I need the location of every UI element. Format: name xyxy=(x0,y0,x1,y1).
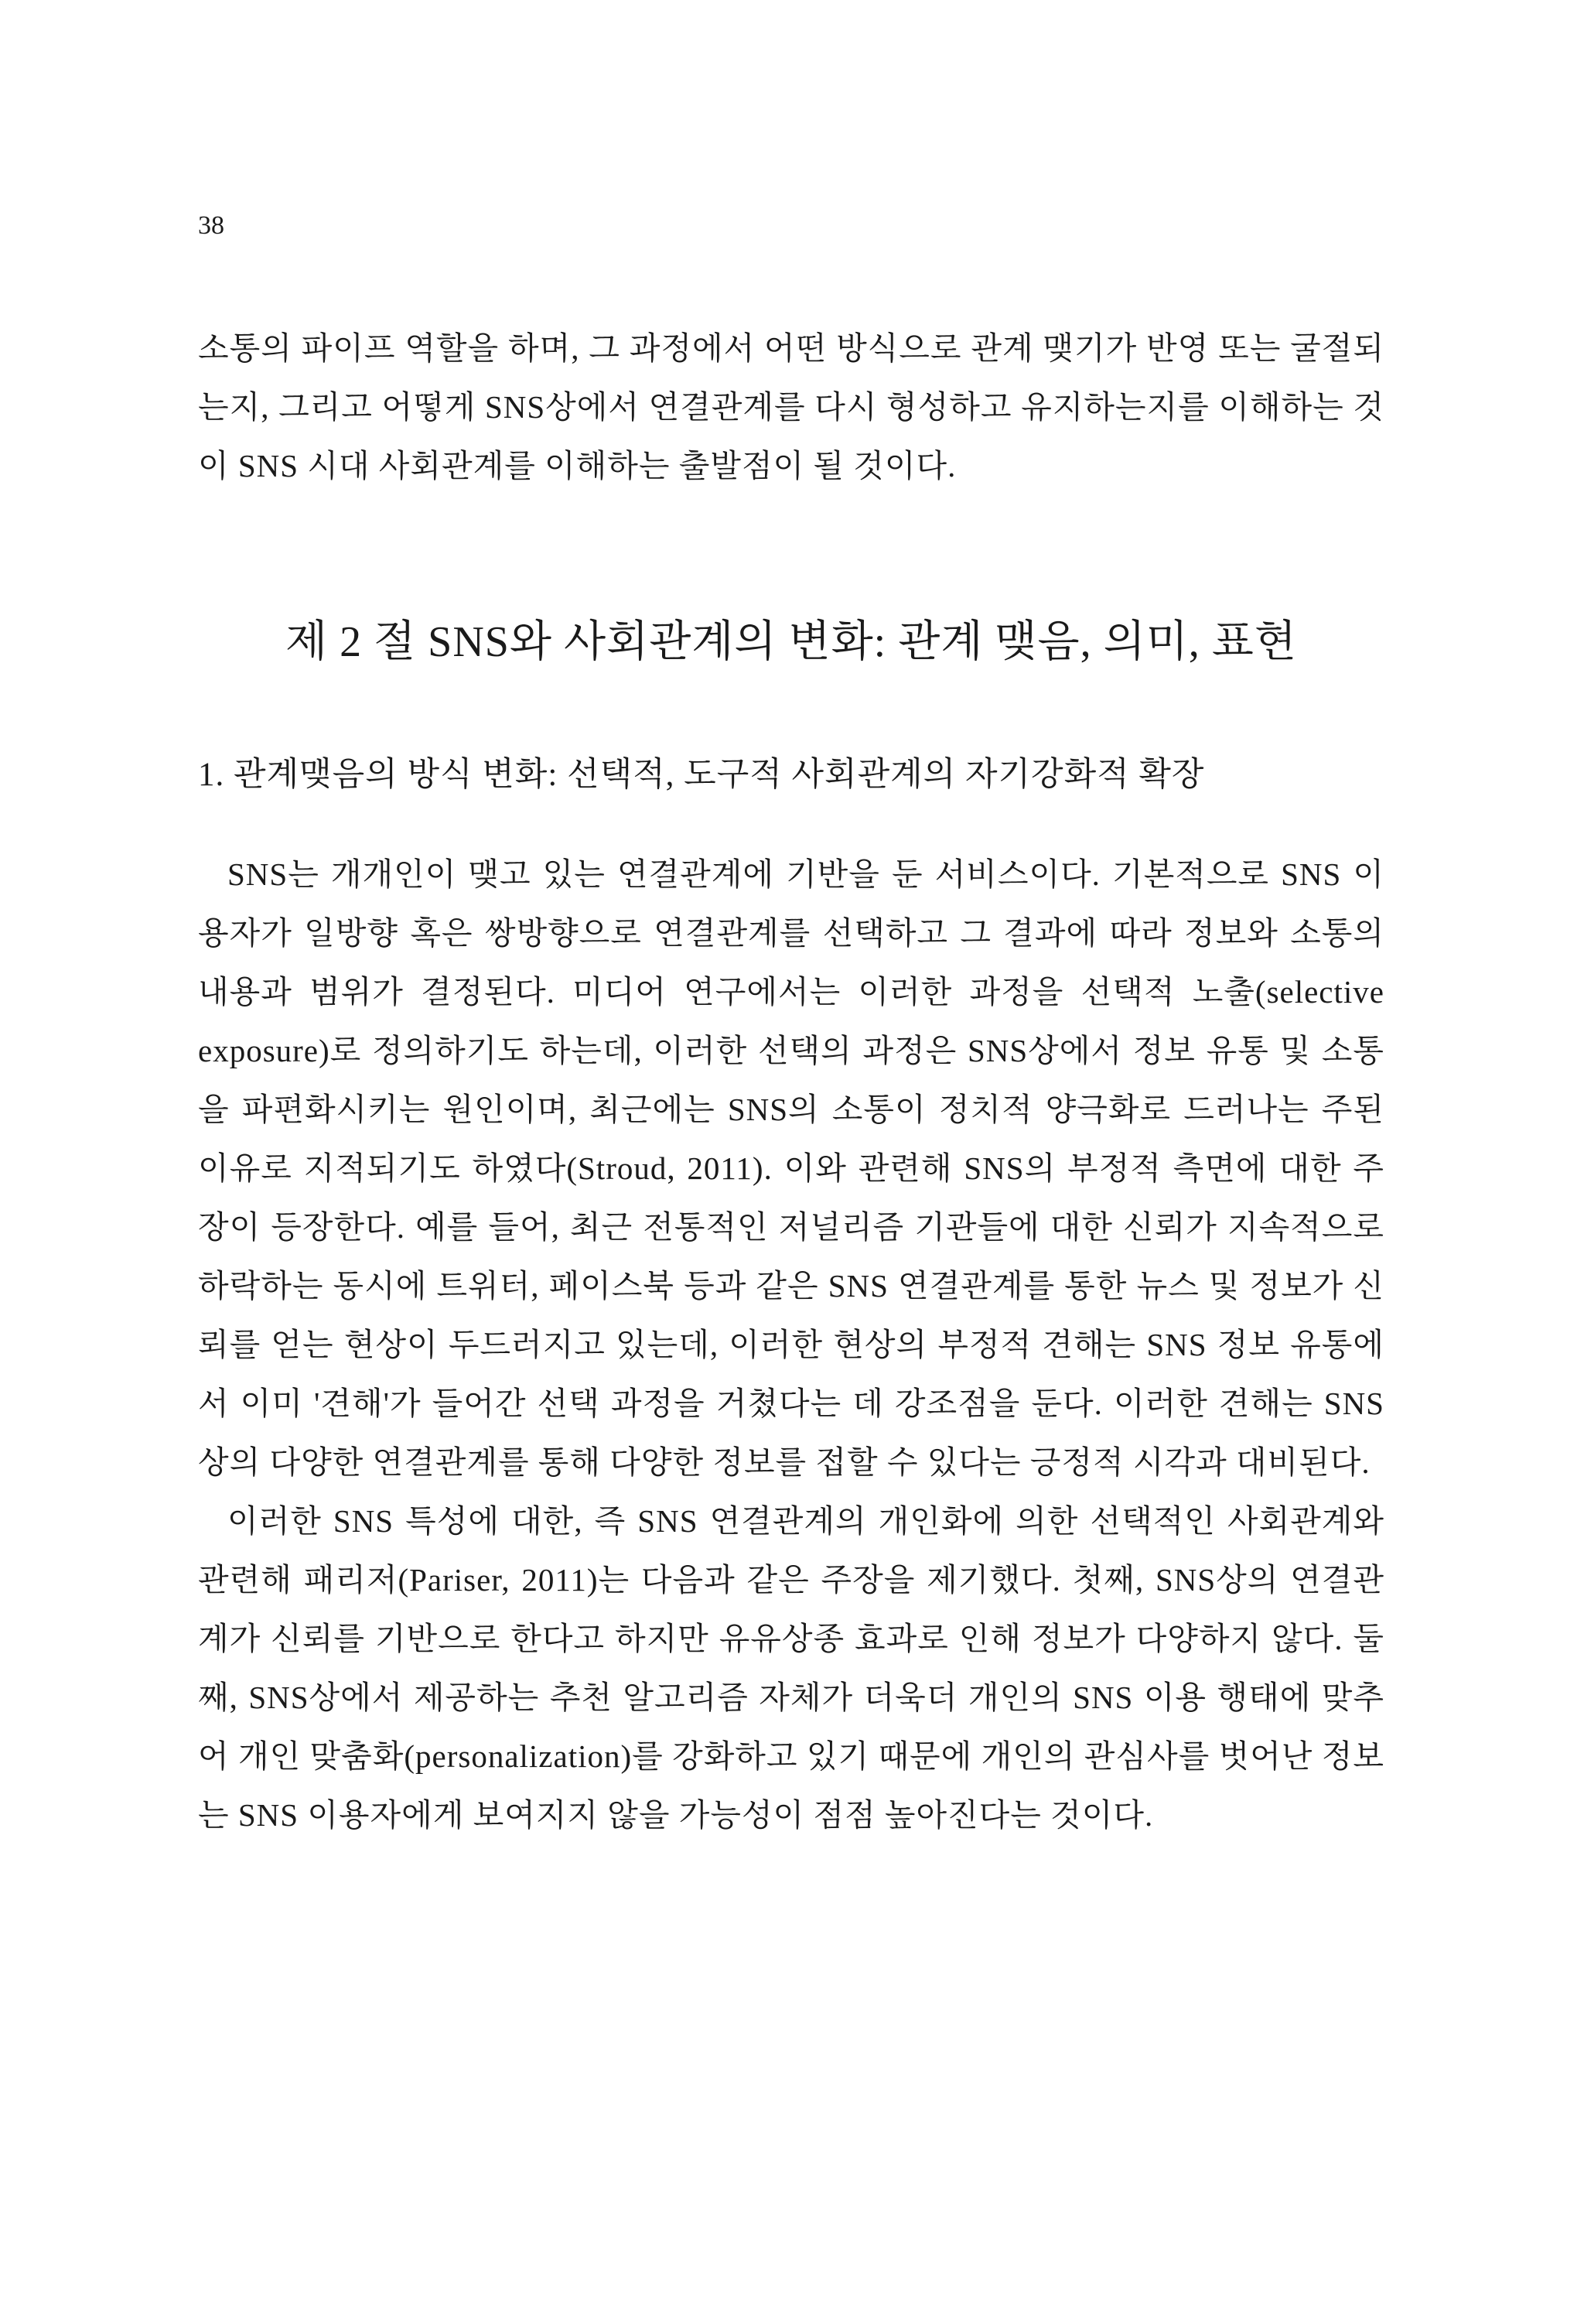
page-number: 38 xyxy=(198,211,224,240)
body-text xyxy=(198,845,1384,1844)
subsection-title: 1. 관계맺음의 방식 변화: 선택적, 도구적 사회관계의 자기강화적 확장 xyxy=(198,757,1205,793)
intro-paragraph: 소통의 파이프 역할을 하며, 그 과정에서 어떤 방식으로 관계 맺기가 반영 또는 굴절되는지, 그리고 어떻게 SNS상에서 연결관계를 다시 형성하고 유지하는지를 이해하는 것이 SNS 시대 사회관계를 이해하는 출발점이 될 것이다. xyxy=(198,330,1384,484)
section-title: 제 2 절 SNS와 사회관계의 변화: 관계 맺음, 의미, 표현 xyxy=(285,618,1298,666)
paragraph-2: 이러한 SNS 특성에 대한, 즉 SNS 연결관계의 개인화에 의한 선택적인 사회관계와 관련해 패리저(Pariser, 2011)는 다음과 같은 주장을 제기했다. 첫째, SNS상의 연결관계가 신뢰를 기반으로 한다고 하지만 유유상종 효과로 인해 정보가 다양하지 않다. 둘째, SNS상에서 제공하는 추천 알고리즘 자체가 더욱더 개인의 SNS 이용 행태에 맞추어 개인 맞춤화(personalization)를 강화하고 있기 때문에 개인의 관심사를 벗어난 정보는 SNS 이용자에게 보여지지 않을 가능성이 점점 높아진다는 것이다. xyxy=(198,1503,1384,1833)
paragraph-1: SNS는 개개인이 맺고 있는 연결관계에 기반을 둔 서비스이다. 기본적으로 SNS 이용자가 일방향 혹은 쌍방향으로 연결관계를 선택하고 그 결과에 따라 정보와 소통의 내용과 범위가 결정된다. 미디어 연구에서는 이러한 과정을 선택적 노출(selective exposure)로 정의하기도 하는데, 이러한 선택의 과정은 SNS상에서 정보 유통 및 소통을 파편화시키는 원인이며, 최근에는 SNS의 소통이 정치적 양극화로 드러나는 주된 이유로 지적되기도 하였다(Stroud, 2011). 이와 관련해 SNS의 부정적 측면에 대한 주장이 등장한다. 예를 들어, 최근 전통적인 저널리즘 기관들에 대한 신뢰가 지속적으로 하락하는 동시에 트위터, 페이스북 등과 같은 SNS 연결관계를 통한 뉴스 및 정보가 신뢰를 얻는 현상이 두드러지고 있는데, 이러한 현상의 부정적 견해는 SNS 정보 유통에서 이미 '견해'가 들어간 선택 과정을 거쳤다는 데 강조점을 둔다. 이러한 견해는 SNS 상의 다양한 연결관계를 통해 다양한 정보를 접할 수 있다는 긍정적 시각과 대비된다. xyxy=(198,856,1384,1480)
